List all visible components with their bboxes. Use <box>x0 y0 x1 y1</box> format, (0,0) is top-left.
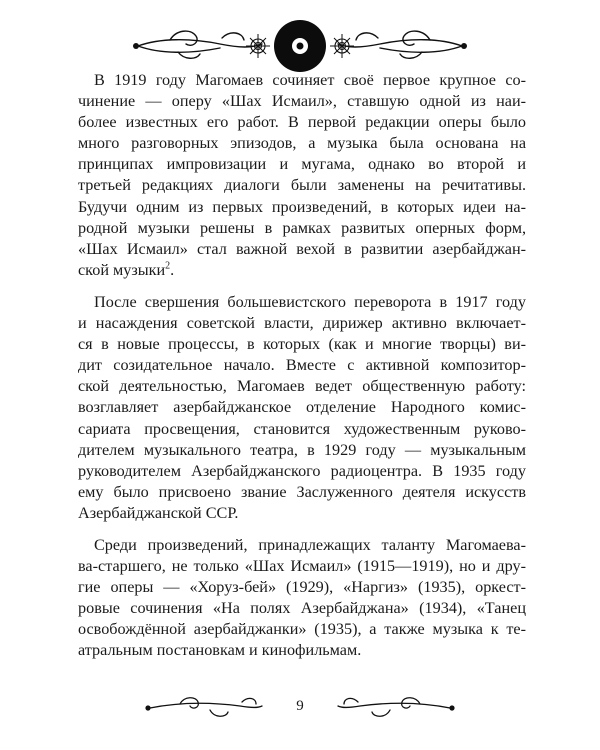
text-line: много разговорных эпизодов, а музыка была основана на <box>78 134 526 153</box>
top-ornament <box>130 18 470 76</box>
text-line: «Шах Исмаил» стал важной вехой в развитии азербайджан- <box>78 239 526 258</box>
text-line: Среди произведений, принадлежащих таланту Магомаева- <box>94 535 526 554</box>
text-line: ва-старшего, не только «Шах Исмаил» (1915—1919), но и дру- <box>78 557 526 576</box>
text-line: и насаждения советской власти, дирижер активно включает- <box>78 314 526 333</box>
text-line: дит созидательное начало. Вместе с активной композитор- <box>78 356 526 375</box>
text-line: руководителем Азербайджанского радиоцентра. В 1935 году <box>78 461 526 480</box>
text-line: ровые сочинения «На полях Азербайджана» (1934), «Танец <box>78 599 526 618</box>
text-line: ся в новые процессы, в которых (как и многие творцы) ви- <box>78 335 526 354</box>
text-line: ской деятельностью, Магомаев ведет общественную работу: <box>78 377 526 396</box>
text-line: чинение — оперу «Шах Исмаил», ставшую одной из наи- <box>78 92 526 111</box>
text-line: освобождённой азербайджанки» (1935), а также музыка к те- <box>78 620 526 639</box>
text-line-last <box>78 260 526 281</box>
text-line: гие оперы — «Хоруз-бей» (1929), «Наргиз» (1935), оркест- <box>78 578 526 597</box>
text-line: родной музыки решены в рамках развитых оперных форм, <box>78 218 526 237</box>
text-fragment: ской музыки <box>78 260 166 279</box>
text-line: дителем музыкального театра, в 1929 году — музыкальным <box>78 440 526 459</box>
text-line: После свершения большевистского переворота в 1917 году <box>94 292 526 311</box>
text-line: атральным постановкам и кинофильмам. <box>78 641 362 660</box>
text-line: Будучи одним из первых произведений, в которых идеи на- <box>78 197 526 216</box>
paragraph-1 <box>78 70 526 281</box>
page-number: 9 <box>296 698 304 714</box>
paragraph-3 <box>78 535 526 662</box>
paragraph-2 <box>78 292 526 524</box>
body-text <box>78 70 526 662</box>
text-line: сариата просвещения, становится художественным руково- <box>78 419 526 438</box>
text-line: возглавляет азербайджанское отделение Народного комис- <box>78 398 526 417</box>
text-line: ему было присвоено звание Заслуженного деятеля искусств <box>78 482 526 501</box>
sentence-end: . <box>170 260 175 279</box>
text-line: более известных его работ. В первой редакции оперы было <box>78 113 526 132</box>
text-line: принципах импровизации и мугама, однако во второй и <box>78 155 526 174</box>
text-line: Азербайджанской ССР. <box>78 503 239 522</box>
text-line: третьей редакциях диалоги были заменены на речитативы. <box>78 176 526 195</box>
text-line: В 1919 году Магомаев сочиняет своё первое крупное со- <box>94 71 526 89</box>
footnote-reference[interactable]: 2 <box>165 260 171 272</box>
